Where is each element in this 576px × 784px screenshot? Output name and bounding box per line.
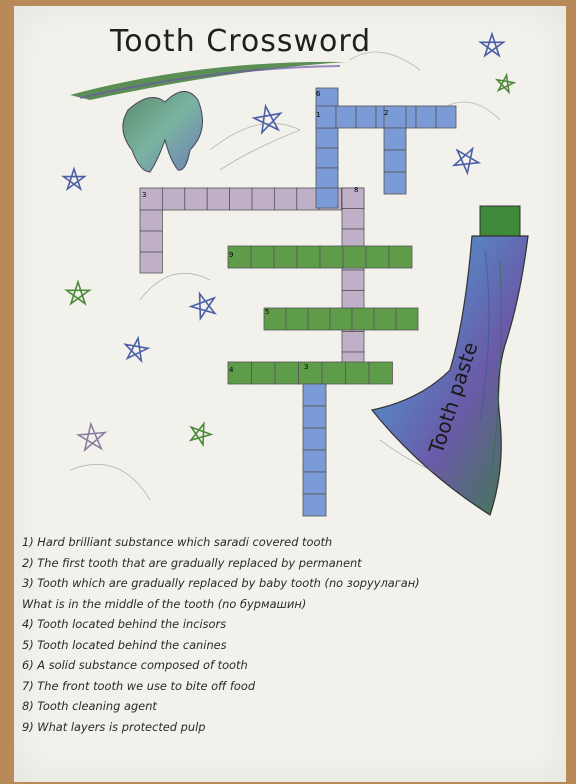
clue-item-2: 2) The first tooth that are gradually replaced by permanent — [22, 555, 362, 570]
star-doodle — [481, 34, 504, 56]
word-6-down-cell — [316, 148, 338, 168]
clue-number-2: 2 — [384, 109, 389, 117]
word-9-across-cell — [389, 246, 412, 268]
word-5-across-cell — [330, 308, 352, 330]
word-2-down-cell — [384, 150, 406, 172]
star-doodle — [78, 424, 105, 450]
word-3-across-cell — [185, 188, 207, 210]
word-8-down-cell — [342, 270, 364, 291]
clue-item-4: 4) Tooth located behind the incisors — [22, 617, 227, 631]
word-9-across-cell — [251, 246, 274, 268]
word-4-across-cell — [369, 362, 393, 384]
word-3-across-cell — [274, 188, 296, 210]
clue-number-9: 9 — [229, 251, 234, 259]
star-doodle — [125, 338, 147, 361]
clue-number-4: 4 — [229, 366, 234, 374]
word-4-across-cell — [252, 362, 276, 384]
clue-list — [22, 532, 542, 737]
word-9-across-cell — [274, 246, 297, 268]
word-8-down-cell — [342, 188, 364, 209]
clue-number-3: 3 — [142, 191, 147, 199]
word-1-across-cell — [436, 106, 456, 128]
clue-item-1: 1) Hard brilliant substance which saradi covered tooth — [22, 535, 333, 549]
word-3-across-cell — [207, 188, 229, 210]
word-3-down-cell — [140, 231, 162, 252]
word-5-across-cell — [308, 308, 330, 330]
word-4-across-cell — [346, 362, 370, 384]
word-1-across-cell — [416, 106, 436, 128]
word-9-across-cell — [320, 246, 343, 268]
word-9-across-cell — [343, 246, 366, 268]
word-2-down-cell — [384, 128, 406, 150]
word-1-across-cell — [356, 106, 376, 128]
word-4-across-cell — [322, 362, 346, 384]
star-doodle — [454, 149, 479, 173]
clue-number-5: 5 — [265, 308, 270, 316]
word-6-down-cell — [316, 128, 338, 148]
word-4-across-cell — [299, 362, 323, 384]
page-title: Tooth Crossword — [110, 24, 372, 59]
clue-item-7: 7) The front tooth we use to bite off food — [22, 678, 256, 693]
word-2-down-cell — [384, 172, 406, 194]
star-doodle — [191, 294, 215, 319]
word-5-across-cell — [286, 308, 308, 330]
word-3b-down-cell — [303, 384, 326, 406]
word-3-across-cell — [162, 188, 184, 210]
word-3-down-cell — [140, 252, 162, 273]
word-3b-down-cell — [303, 428, 326, 450]
word-1-across-cell — [336, 106, 356, 128]
clue-number-3b: 3 — [304, 363, 309, 371]
word-3b-down-cell — [303, 472, 326, 494]
word-3b-down-cell — [303, 406, 326, 428]
star-doodle — [67, 282, 90, 304]
clue-item-9: 9) What layers is protected pulp — [22, 719, 206, 734]
clue-item-8: 8) Tooth cleaning agent — [22, 699, 157, 713]
clue-item-6: 6) A solid substance composed of tooth — [22, 658, 248, 672]
star-doodle — [64, 169, 85, 189]
word-6-down-cell — [316, 168, 338, 188]
clue-item-5: 5) Tooth located behind the canines — [22, 637, 227, 652]
word-5-across-cell — [374, 308, 396, 330]
word-9-across-cell — [297, 246, 320, 268]
word-3b-down-cell — [303, 494, 326, 516]
word-8-down-cell — [342, 332, 364, 353]
word-9-across-cell — [366, 246, 389, 268]
star-doodle — [254, 106, 280, 132]
clue-number-1: 1 — [316, 111, 321, 119]
word-5-across-cell — [396, 308, 418, 330]
clue-number-8: 8 — [354, 186, 359, 194]
word-3-down-cell — [140, 210, 162, 231]
word-5-across-cell — [352, 308, 374, 330]
clue-item-3: 3) Tooth which are gradually replaced by baby tooth (no зоруулаган) — [22, 576, 420, 590]
toothpaste-label: Tooth paste — [423, 339, 483, 457]
word-3b-down-cell — [303, 450, 326, 472]
word-4-across-cell — [275, 362, 299, 384]
word-8-down-cell — [342, 209, 364, 230]
clue-number-6: 6 — [316, 90, 321, 98]
star-doodle — [191, 424, 211, 445]
word-3-across-cell — [252, 188, 274, 210]
tooth-drawing — [123, 91, 203, 172]
star-doodle — [497, 75, 514, 92]
word-6-down-cell — [316, 188, 338, 208]
clue-item-3-continued: What is in the middle of the tooth (no бурмашин) — [22, 596, 307, 611]
word-3-across-cell — [230, 188, 252, 210]
